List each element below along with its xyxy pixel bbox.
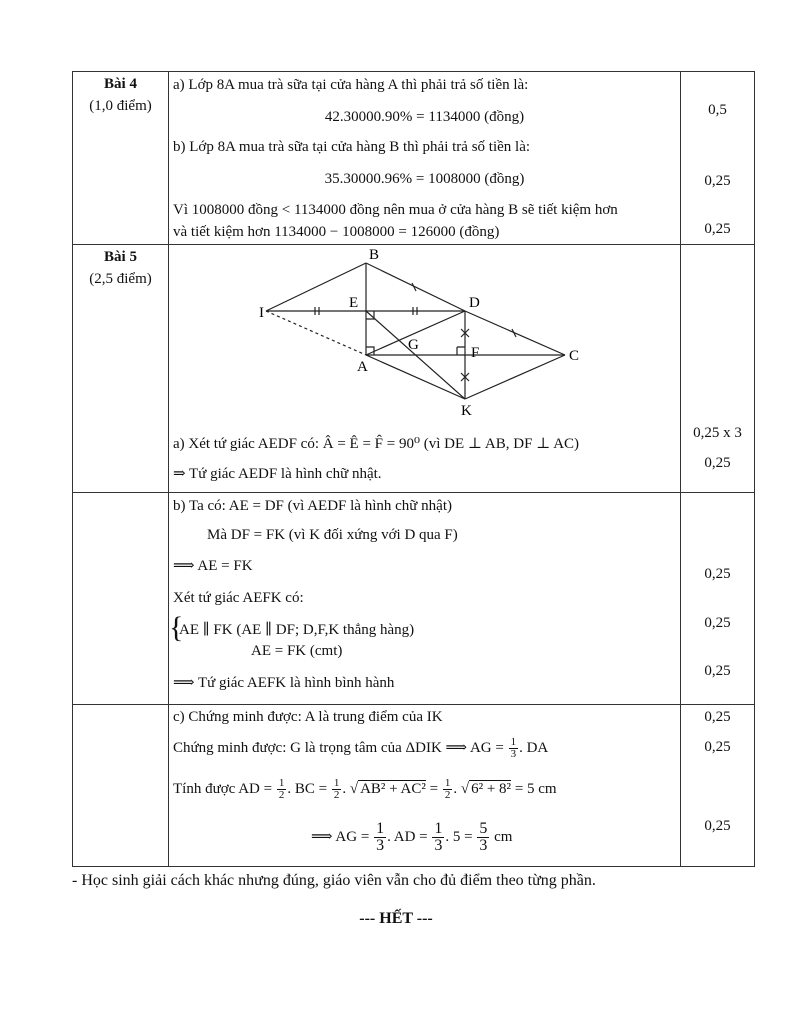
answer-table [72, 71, 755, 867]
bai5-title: Bài 5 [104, 249, 137, 265]
bai5-b-line2: Mà DF = FK (vì K đối xứng với D qua F) [207, 527, 458, 543]
bai4-score-b: 0,25 [704, 173, 731, 189]
edge-AK [366, 355, 465, 399]
label-E: E [349, 295, 359, 311]
label-C: C [569, 348, 580, 364]
bai5-c-line4 [311, 819, 512, 855]
c3-post: = 5 cm [514, 781, 557, 797]
bai5-b-line3: ⟹ AE = FK [173, 558, 253, 574]
c4-mid: . AD = [387, 829, 428, 845]
frac-den: 3 [434, 837, 443, 855]
bai5-label-cell [73, 245, 169, 493]
sqrt-arg-2: 6² + 8² [471, 781, 512, 797]
bai4-a-formula: 42.30000.90% = 1134000 (đồng) [324, 109, 525, 125]
label-A: A [357, 359, 368, 375]
bai5b-score-cell [681, 493, 755, 705]
frac-num: 1 [333, 777, 340, 790]
bai5a-score-cell [681, 245, 755, 493]
bai4-a-text: a) Lớp 8A mua trà sữa tại cửa hàng A thì phải trả số tiền là: [173, 77, 529, 93]
label-I: I [259, 305, 264, 321]
bai5a-content-cell [169, 245, 681, 493]
bai5c-content-cell [169, 705, 681, 867]
label-K: K [461, 403, 472, 419]
geometry-figure [169, 245, 680, 425]
frac-den: 3 [510, 748, 517, 761]
sqrt-sign-2: √ [460, 781, 470, 797]
bai4-label-cell [73, 72, 169, 245]
c2-post: . DA [519, 740, 549, 756]
bai5c-empty-cell [73, 705, 169, 867]
fraction-1-2-b [332, 778, 342, 801]
label-D: D [469, 295, 480, 311]
frac-den: 3 [376, 837, 385, 855]
label-F: F [471, 345, 480, 361]
edge-BD [366, 263, 465, 311]
bai4-b-text: b) Lớp 8A mua trà sữa tại cửa hàng B thì phải trả số tiền là: [173, 139, 531, 155]
c4-mid2: . 5 = [445, 829, 473, 845]
frac-num: 1 [376, 820, 385, 838]
fraction-1-3 [509, 737, 519, 760]
sqrt-sign-1: √ [349, 781, 359, 797]
bai5-score-a1: 0,25 x 3 [693, 425, 742, 441]
bai5-b-line7: ⟹ Tứ giác AEFK là hình bình hành [173, 675, 395, 691]
frac-den: 3 [479, 837, 488, 855]
bai5b-content-cell [169, 493, 681, 705]
c4-post: cm [494, 829, 513, 845]
frac-num: 1 [278, 777, 285, 790]
fraction-5-3 [477, 821, 489, 854]
bai5-score-c1: 0,25 [704, 709, 731, 725]
bai4-c-text1: Vì 1008000 đồng < 1134000 đồng nên mua ở cửa hàng B sẽ tiết kiệm hơn [173, 202, 618, 218]
row-bai5b [73, 493, 755, 705]
bai5b-empty-cell [73, 493, 169, 705]
edge-KC [465, 355, 565, 399]
bai5-c-line3: Tính được AD = $\frac{1}{2}$ . BC = $\frac{1}{2}$ . √ AB² + AC² = $\frac{1}{2}$ . √ 6² + 8² = 5 cm [173, 777, 557, 802]
bai5-score-b3: 0,25 [704, 663, 731, 679]
bai5-score-b1: 0,25 [704, 566, 731, 582]
bai5-c-line1: c) Chứng minh được: A là trung điểm của IK [173, 709, 443, 725]
fraction-1-3-b [374, 821, 386, 854]
label-G: G [408, 337, 419, 353]
frac-den: 2 [333, 789, 340, 802]
fraction-1-2-c [443, 778, 453, 801]
system-brace: { [169, 611, 184, 644]
c3-mid: . BC = [287, 781, 328, 797]
bai5-b-line1: b) Ta có: AE = DF (vì AEDF là hình chữ nhật) [173, 498, 452, 514]
fraction-1-3-c [432, 821, 444, 854]
bai4-score-cell [681, 72, 755, 245]
bai5-score-c2: 0,25 [704, 739, 731, 755]
bai4-content-cell [169, 72, 681, 245]
c2-pre: Chứng minh được: G là trọng tâm của ΔDIK ⟹ AG = [173, 740, 504, 756]
frac-num: 1 [510, 736, 517, 749]
c3-pre: Tính được AD = [173, 781, 273, 797]
bai5-c-line2 [173, 735, 548, 761]
bai5-a-text: a) Xét tứ giác AEDF có: Â = Ê = F̂ = 90⁰ (vì DE ⊥ AB, DF ⊥ AC) [173, 436, 580, 452]
bai4-score-c: 0,25 [704, 221, 731, 237]
frac-den: 2 [278, 789, 285, 802]
bai4-b-formula: 35.30000.96% = 1008000 (đồng) [324, 171, 525, 187]
row-bai5c [73, 705, 755, 867]
row-bai4 [73, 72, 755, 245]
bai4-c-text2: và tiết kiệm hơn 1134000 − 1008000 = 126000 (đồng) [173, 224, 500, 240]
bai5-score-b2: 0,25 [704, 615, 731, 631]
bai5-a-conclusion: ⇒ Tứ giác AEDF là hình chữ nhật. [173, 466, 382, 482]
bai4-score-a: 0,5 [708, 102, 727, 118]
row-bai5a [73, 245, 755, 493]
footer-note: - Học sinh giải cách khác nhưng đúng, giáo viên vẫn cho đủ điểm theo từng phần. [72, 872, 596, 889]
edge-DC [465, 311, 565, 355]
frac-num: 1 [444, 777, 451, 790]
end-mark: --- HẾT --- [359, 910, 433, 927]
frac-den: 2 [444, 789, 451, 802]
bai5-b-line4: Xét tứ giác AEFK có: [173, 590, 304, 606]
bai5-score-c3: 0,25 [704, 818, 731, 834]
bai5-b-line5: AE ∥ FK (AE ∥ DF; D,F,K thẳng hàng) [179, 622, 415, 638]
edge-IA-dashed [266, 311, 366, 355]
right-angle-F [457, 347, 465, 355]
bai4-points: (1,0 điểm) [89, 98, 152, 114]
bai5-b-line6: AE = FK (cmt) [251, 643, 343, 659]
bai5-score-a2: 0,25 [704, 455, 731, 471]
bai5c-score-cell [681, 705, 755, 867]
bai5-points: (2,5 điểm) [89, 271, 152, 287]
frac-num: 5 [479, 820, 488, 838]
fraction-1-2-a [277, 778, 287, 801]
label-B: B [369, 247, 380, 263]
frac-num: 1 [434, 820, 443, 838]
sqrt-arg-1: AB² + AC² [360, 781, 426, 797]
bai4-title: Bài 4 [104, 76, 137, 92]
c4-pre: ⟹ AG = [311, 829, 370, 845]
